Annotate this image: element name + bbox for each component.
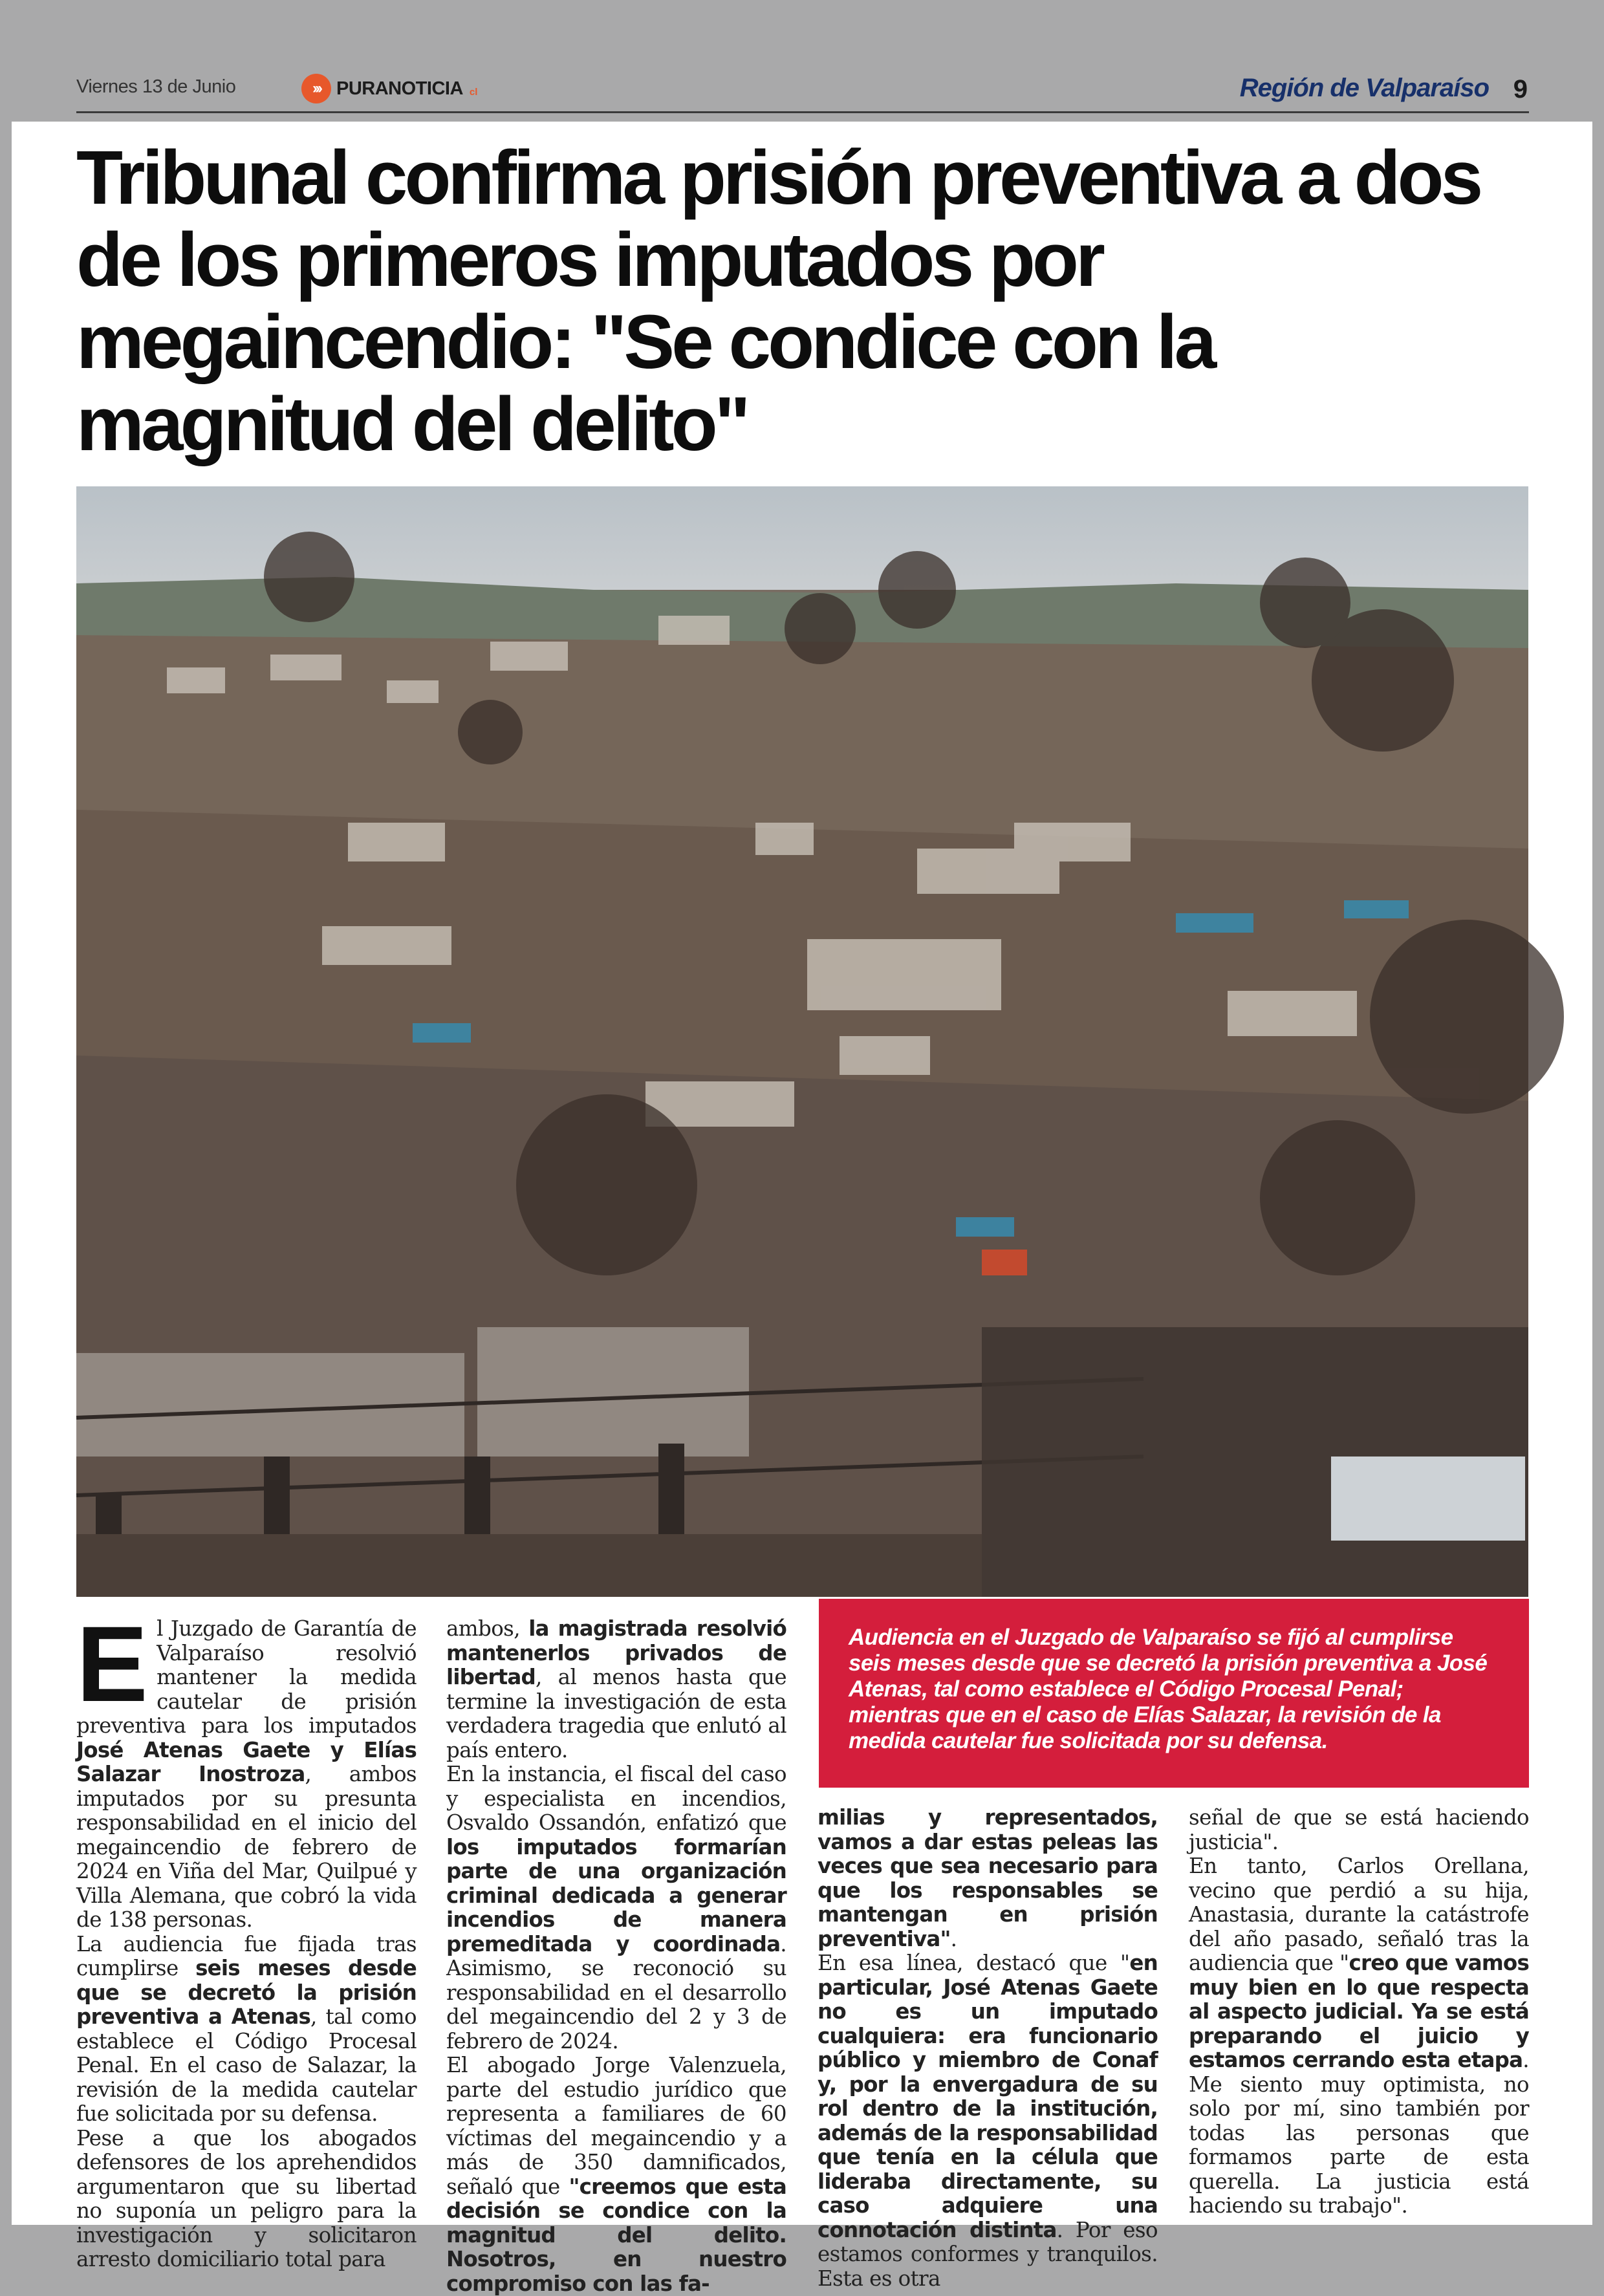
- logo-suffix: cl: [469, 86, 478, 98]
- logo-name: PURANOTICIA: [336, 78, 463, 99]
- logo-chevrons-icon: ›››: [301, 74, 331, 103]
- photo-burned-hillside-icon: [76, 486, 1528, 1597]
- article-column-4: [1189, 1806, 1529, 2218]
- bold-text: creo que vamos muy bien en lo que respecta al aspecto judicial. Ya se está preparando el juicio y estamos cerrando esta etapa: [1189, 1951, 1529, 2072]
- page-number: 9: [1513, 75, 1528, 103]
- bold-text: la magistrada resolvió mantenerlos privados de libertad: [446, 1616, 786, 1689]
- bold-text: milias y representados, vamos a dar estas peleas las veces que sea necesario para que los responsables se mantengan en prisión preventiva": [818, 1805, 1158, 1951]
- column-4-text: señal de que se está haciendo justicia". En tanto, Carlos Orellana, vecino que perdió a su hija, Anastasia, durante la catástrofe del año pasado, señaló tras la audiencia que "creo que vamos muy bien en lo que respecta al aspecto judicial. Ya se está preparando el juicio y estamos cerrando esta etapa. Me siento muy optimista, no solo por mí, sino también por todas las personas que formamos parte de esta querella. La justicia está haciendo su trabajo".: [1189, 1805, 1529, 2218]
- column-3-text: milias y representados, vamos a dar estas peleas las veces que sea necesario para que los responsables se mantengan en prisión preventiva". En esa línea, destacó que "en particular, José Atenas Gaete no es un imputado cualquiera: era funcionario público y miembro de Conaf y, por la envergadura de su rol dentro de la institución, además de la responsabilidad que tenía en la célula que lideraba directamente, su caso adquiere una connotación distinta. Por eso estamos conformes y tranquilos. Esta es otra: [818, 1805, 1158, 2291]
- drop-cap: E: [76, 1605, 148, 1724]
- article-column-2: [446, 1617, 786, 2296]
- issue-date: Viernes 13 de Junio: [76, 76, 236, 97]
- article-photo: [76, 486, 1528, 1597]
- bold-text: "creemos que esta decisión se condice con la magnitud del delito. Nosotros, en nuestro compromiso con las fa-: [446, 2174, 786, 2296]
- bold-text: seis meses desde que se decretó la prisión preventiva a Atenas: [76, 1956, 417, 2029]
- article-column-1: [76, 1605, 417, 2272]
- bold-text: los imputados formarían parte de una organización criminal dedicada a generar incendios de manera premeditada y coordinada: [446, 1834, 786, 1956]
- publication-logo: [301, 72, 477, 105]
- highlight-callout: Audiencia en el Juzgado de Valparaíso se fijó al cumplirse seis meses desde que se decretó la prisión preventiva a José Atenas, tal como establece el Código Procesal Penal; mientras que en el caso de Elías Salazar, la revisión de la medida cautelar fue solicitada por su defensa.: [819, 1599, 1529, 1788]
- article-headline: Tribunal confirma prisión preventiva a dos de los primeros imputados por megaincendio: "Se condice con la magnitud del delito": [76, 135, 1480, 467]
- column-2-text: ambos, la magistrada resolvió mantenerlos privados de libertad, al menos hasta que termine la investigación de esta verdadera tragedia que enlutó al país entero. En la instancia, el fiscal del caso y especialista en incendios, Osvaldo Ossandón, enfatizó que los imputados formarían parte de una organización criminal dedicada a generar incendios de manera premeditada y coordinada. Asimismo, se reconoció su responsabilidad en el desarrollo del megaincendio del 2 y 3 de febrero de 2024. El abogado Jorge Valenzuela, parte del estudio jurídico que representa a familiares de 60 víctimas del megaincendio y a más de 350 damnificados, señaló que "creemos que esta decisión se condice con la magnitud del delito. Nosotros, en nuestro compromiso con las fa-: [446, 1616, 786, 2296]
- article-column-3: [818, 1806, 1158, 2291]
- bold-text: en particular, José Atenas Gaete no es un imputado cualquiera: era funcionario público y miembro de Conaf y, por la envergadura de su rol dentro de la institución, además de la responsabilidad que tenía en la célula que lideraba directamente, su caso adquiere una connotación distinta: [818, 1951, 1158, 2242]
- column-1-text: l Juzgado de Garantía de Valparaíso resolvió mantener la medida cautelar de prisión preventiva para los imputados José Atenas Gaete y Elías Salazar Inostroza, ambos imputados por su presunta responsabilidad en el inicio del megaincendio de febrero de 2024 en Viña del Mar, Quilpué y Villa Alemana, que cobró la vida de 138 personas. La audiencia fue fijada tras cumplirse seis meses desde que se decretó la prisión preventiva a Atenas, tal como establece el Código Procesal Penal. En el caso de Salazar, la revisión de la medida cautelar fue solicitada por su defensa. Pese a que los abogados defensores de los aprehendidos argumentaron que su libertad no suponía un peligro para la investigación y solicitaron arresto domiciliario total para: [76, 1616, 417, 2271]
- bold-text: José Atenas Gaete y Elías Salazar Inostroza: [76, 1737, 417, 1786]
- header-rule: [76, 111, 1529, 113]
- section-title: Región de Valparaíso: [1239, 74, 1489, 102]
